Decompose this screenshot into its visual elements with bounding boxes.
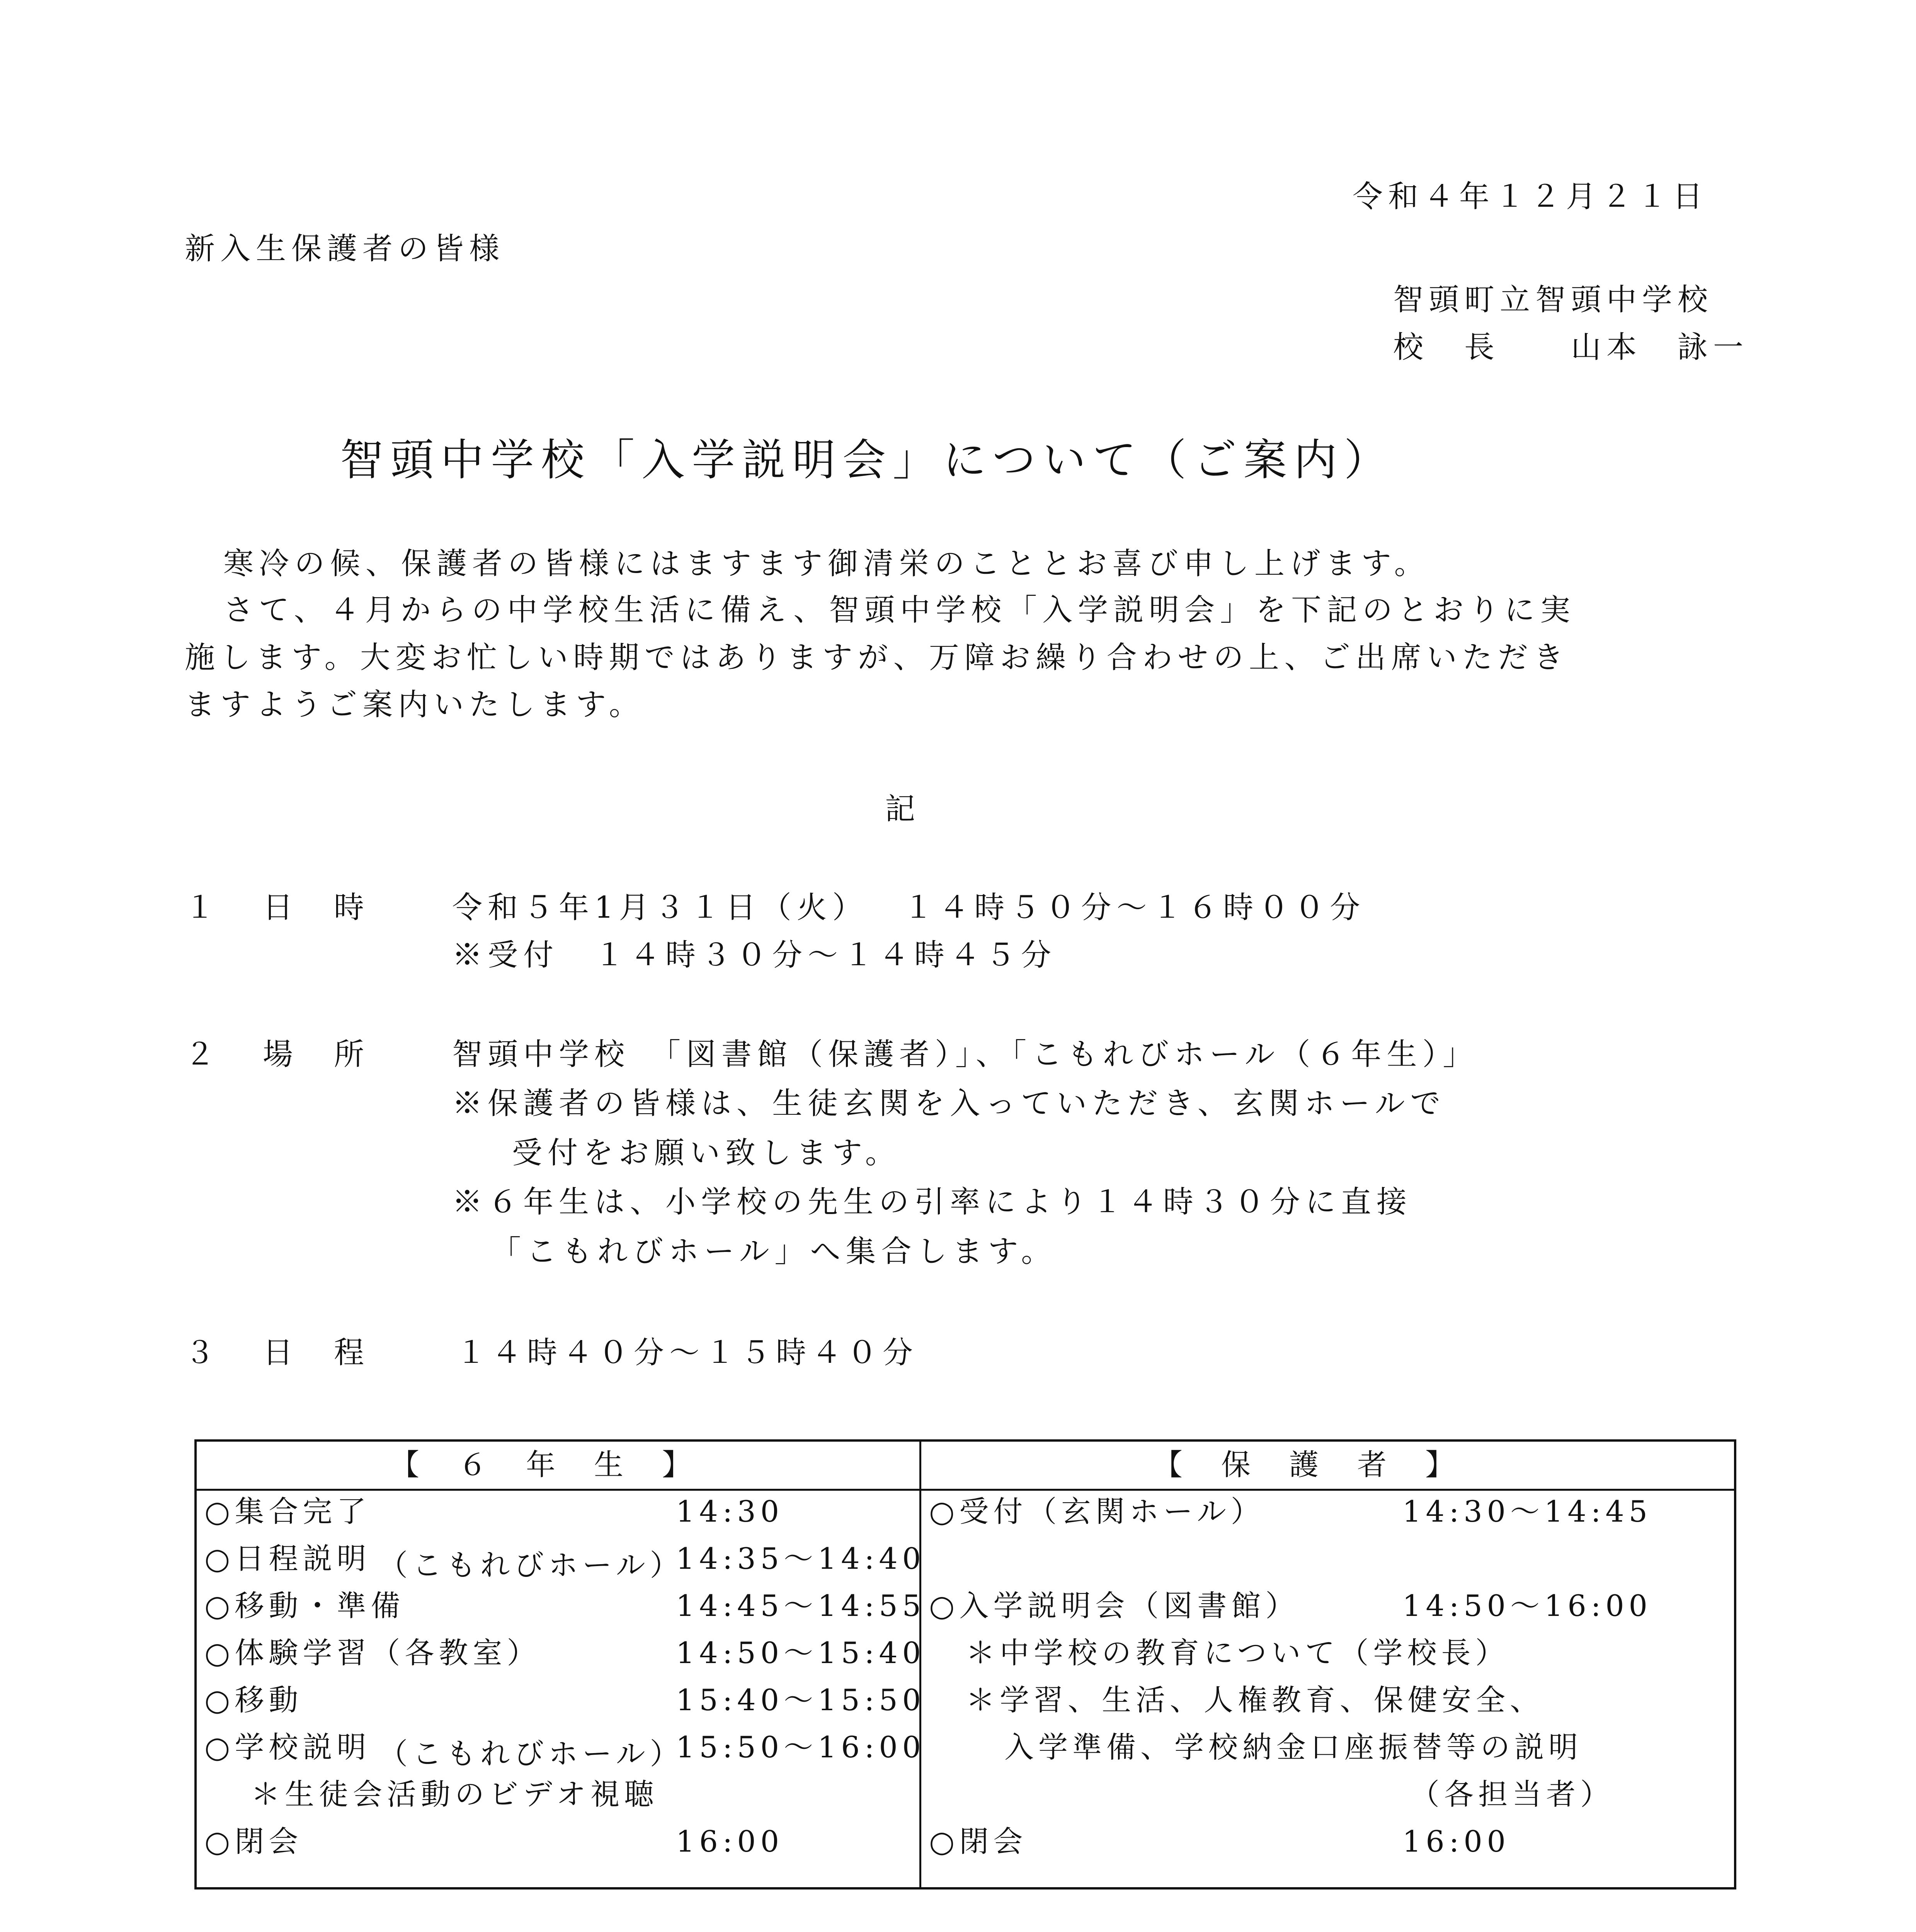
item-1-label: 日 時	[263, 890, 370, 925]
table-row-left-1: ○集合完了	[204, 1494, 371, 1529]
table-row-left-6: ○学校説明	[204, 1730, 371, 1764]
table-row-right-1-time: 14:30～14:45	[1402, 1494, 1652, 1529]
item-2-line-4: ※６年生は、小学校の先生の引率により１４時３０分に直接	[452, 1185, 1412, 1219]
table-row-left-3-time: 14:45～14:55	[676, 1588, 926, 1623]
item-1-line-2: ※受付 １４時３０分～１４時４５分	[452, 938, 1057, 973]
table-row-right-7-time: 16:00	[1402, 1824, 1511, 1859]
document-date: 令和４年１２月２１日	[1353, 179, 1708, 214]
table-row-left-2: ○日程説明	[204, 1541, 371, 1576]
item-2-line-3: 受付をお願い致します。	[512, 1136, 901, 1170]
table-row-left-5: ○移動	[204, 1683, 303, 1717]
table-row-left-4: ○体験学習（各教室）	[204, 1636, 541, 1670]
item-3-number: ３	[185, 1335, 221, 1370]
item-3-label: 日 程	[263, 1335, 370, 1370]
table-row-left-8: ○閉会	[204, 1824, 303, 1859]
item-1-number: １	[185, 890, 221, 925]
table-row-left-6-time: 15:50～16:00	[676, 1730, 926, 1764]
item-2-line-5: 「こもれびホール」へ集合します。	[491, 1234, 1057, 1269]
sender-school: 智頭町立智頭中学校	[1393, 282, 1714, 317]
table-row-left-2-time: 14:35～14:40	[676, 1541, 926, 1576]
table-row-right-2: ○入学説明会（図書館）	[929, 1588, 1300, 1623]
table-row-right-3: ＊中学校の教育について（学校長）	[966, 1636, 1509, 1670]
sender-principal: 校 長 山本 詠一	[1393, 330, 1749, 365]
ki-heading: 記	[885, 792, 921, 827]
intro-line-1: 寒冷の候、保護者の皆様にはますます御清栄のこととお喜び申し上げます。	[223, 546, 1430, 581]
table-row-right-1: ○受付（玄関ホール）	[929, 1494, 1265, 1529]
table-row-right-7: ○閉会	[929, 1824, 1028, 1859]
page-title: 智頭中学校「入学説明会」について（ご案内）	[340, 435, 1394, 485]
table-row-left-1-time: 14:30	[676, 1494, 784, 1529]
item-2-number: ２	[185, 1037, 221, 1072]
table-row-left-4-time: 14:50～15:40	[676, 1636, 926, 1670]
recipient: 新入生保護者の皆様	[185, 231, 505, 266]
item-1-line-1: 令和５年1月３１日（火） １４時５０分～１６時００分	[452, 890, 1366, 925]
table-row-left-5-time: 15:40～15:50	[676, 1683, 926, 1717]
table-row-right-4: ＊学習、生活、人権教育、保健安全、	[966, 1683, 1544, 1717]
item-3-time: １４時４０分～１５時４０分	[456, 1335, 919, 1370]
table-row-right-5: 入学準備、学校納金口座振替等の説明	[1004, 1730, 1582, 1764]
table-divider-horizontal	[197, 1489, 1734, 1491]
schedule-table	[194, 1439, 1736, 1889]
table-header-students: 【 ６ 年 生 】	[390, 1447, 696, 1482]
table-row-left-8-time: 16:00	[676, 1824, 784, 1859]
table-row-right-2-time: 14:50～16:00	[1402, 1588, 1652, 1623]
intro-line-2: さて、４月からの中学校生活に備え、智頭中学校「入学説明会」を下記のとおりに実	[223, 593, 1576, 628]
table-row-left-3: ○移動・準備	[204, 1588, 405, 1623]
intro-line-3: 施します。大変お忙しい時期ではありますが、万障お繰り合わせの上、ご出席いただき	[185, 640, 1569, 675]
table-row-left-2-sub: （こもれびホール）	[378, 1548, 684, 1582]
item-2-line-2: ※保護者の皆様は、生徒玄関を入っていただき、玄関ホールで	[452, 1086, 1446, 1121]
table-row-right-6: （各担当者）	[1410, 1777, 1614, 1811]
table-row-left-6-sub: （こもれびホール）	[378, 1736, 684, 1771]
intro-line-4: ますようご案内いたします。	[185, 687, 645, 722]
table-row-left-7: ＊生徒会活動のビデオ視聴	[251, 1777, 659, 1811]
table-header-guardians: 【 保 護 者 】	[1153, 1447, 1459, 1482]
item-2-line-1: 智頭中学校 「図書館（保護者）」、「こもれびホール（６年生）」	[452, 1037, 1479, 1072]
item-2-label: 場 所	[263, 1037, 370, 1072]
